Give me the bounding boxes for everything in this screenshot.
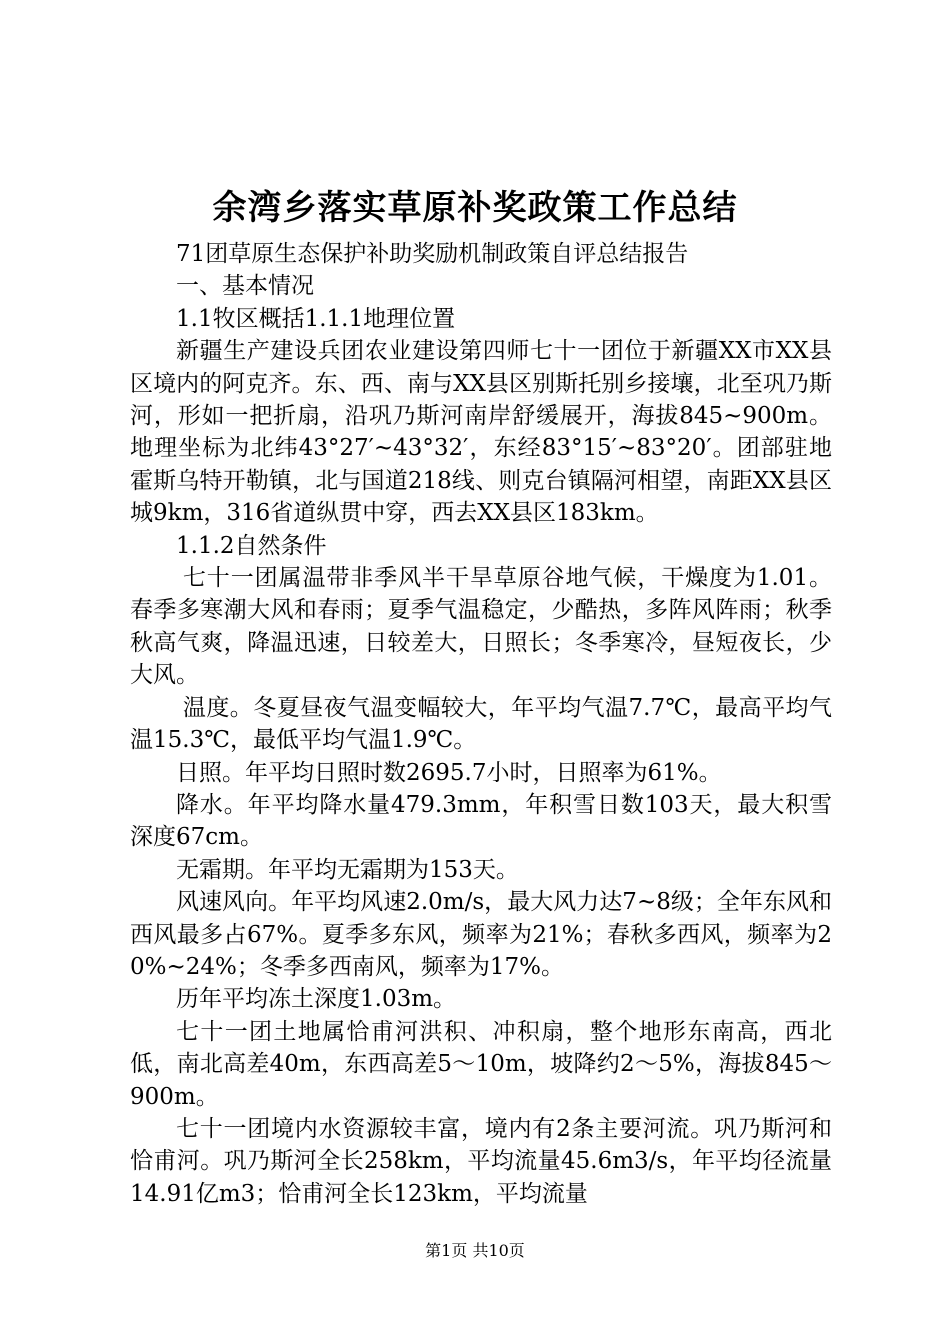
document-body (130, 238, 832, 1210)
paragraph-frozen-soil: 历年平均冻土深度1.03m。 (176, 986, 457, 1013)
paragraph-precipitation: 降水。年平均降水量479.3mm，年积雪日数103天，最大积雪深度67cm。 (130, 791, 832, 851)
paragraph-temperature: 温度。冬夏昼夜气温变幅较大，年平均气温7.7℃，最高平均气温15.3℃，最低平均气温1.9℃。 (130, 694, 832, 754)
paragraph-frost-free: 无霜期。年平均无霜期为153天。 (176, 856, 519, 883)
subsection-heading-natural-conditions: 1.1.2自然条件 (176, 532, 327, 559)
paragraph-location: 新疆生产建设兵团农业建设第四师七十一团位于新疆XX市XX县区境内的阿克齐。东、西、南与XX县区别斯托别乡接壤，北至巩乃斯河，形如一把折扇，沿巩乃斯河南岸舒缓展开，海拔845~900m。地理坐标为北纬43°27′~43°32′，东经83°15′~83°20′。团部驻地霍斯乌特开勒镇，北与国道218线、则克台镇隔河相望，南距XX县区城9km，316省道纵贯中穿，西去XX县区183km。 (130, 338, 832, 527)
paragraph-sunshine: 日照。年平均日照时数2695.7小时，日照率为61%。 (176, 759, 722, 786)
report-subtitle: 71团草原生态保护补助奖励机制政策自评总结报告 (176, 241, 689, 267)
page-number-footer: 第1页 共10页 (425, 1241, 525, 1260)
document-title: 余湾乡落实草原补奖政策工作总结 (212, 188, 738, 228)
paragraph-climate: 七十一团属温带非季风半干旱草原谷地气候，干燥度为1.01。春季多寒潮大风和春雨；夏季气温稳定，少酷热，多阵风阵雨；秋季秋高气爽，降温迅速，日较差大，日照长；冬季寒冷，昼短夜长，少大风。 (130, 565, 832, 689)
paragraph-terrain: 七十一团土地属恰甫河洪积、冲积扇，整个地形东南高，西北低，南北高差40m，东西高差5～10m，坡降约2～5%，海拔845～900m。 (130, 1018, 832, 1110)
paragraph-water-resources: 七十一团境内水资源较丰富，境内有2条主要河流。巩乃斯河和恰甫河。巩乃斯河全长258km，平均流量45.6m3/s，年平均径流量14.91亿m3；恰甫河全长123km，平均流量 (130, 1115, 832, 1207)
section-heading-basic-info: 一、基本情况 (176, 273, 314, 300)
subsection-heading-location: 1.1牧区概括1.1.1地理位置 (176, 305, 456, 332)
paragraph-wind: 风速风向。年平均风速2.0m/s，最大风力达7~8级；全年东风和西风最多占67%。夏季多东风，频率为21%；春秋多西风，频率为20%~24%；冬季多西南风，频率为17%。 (130, 889, 832, 980)
